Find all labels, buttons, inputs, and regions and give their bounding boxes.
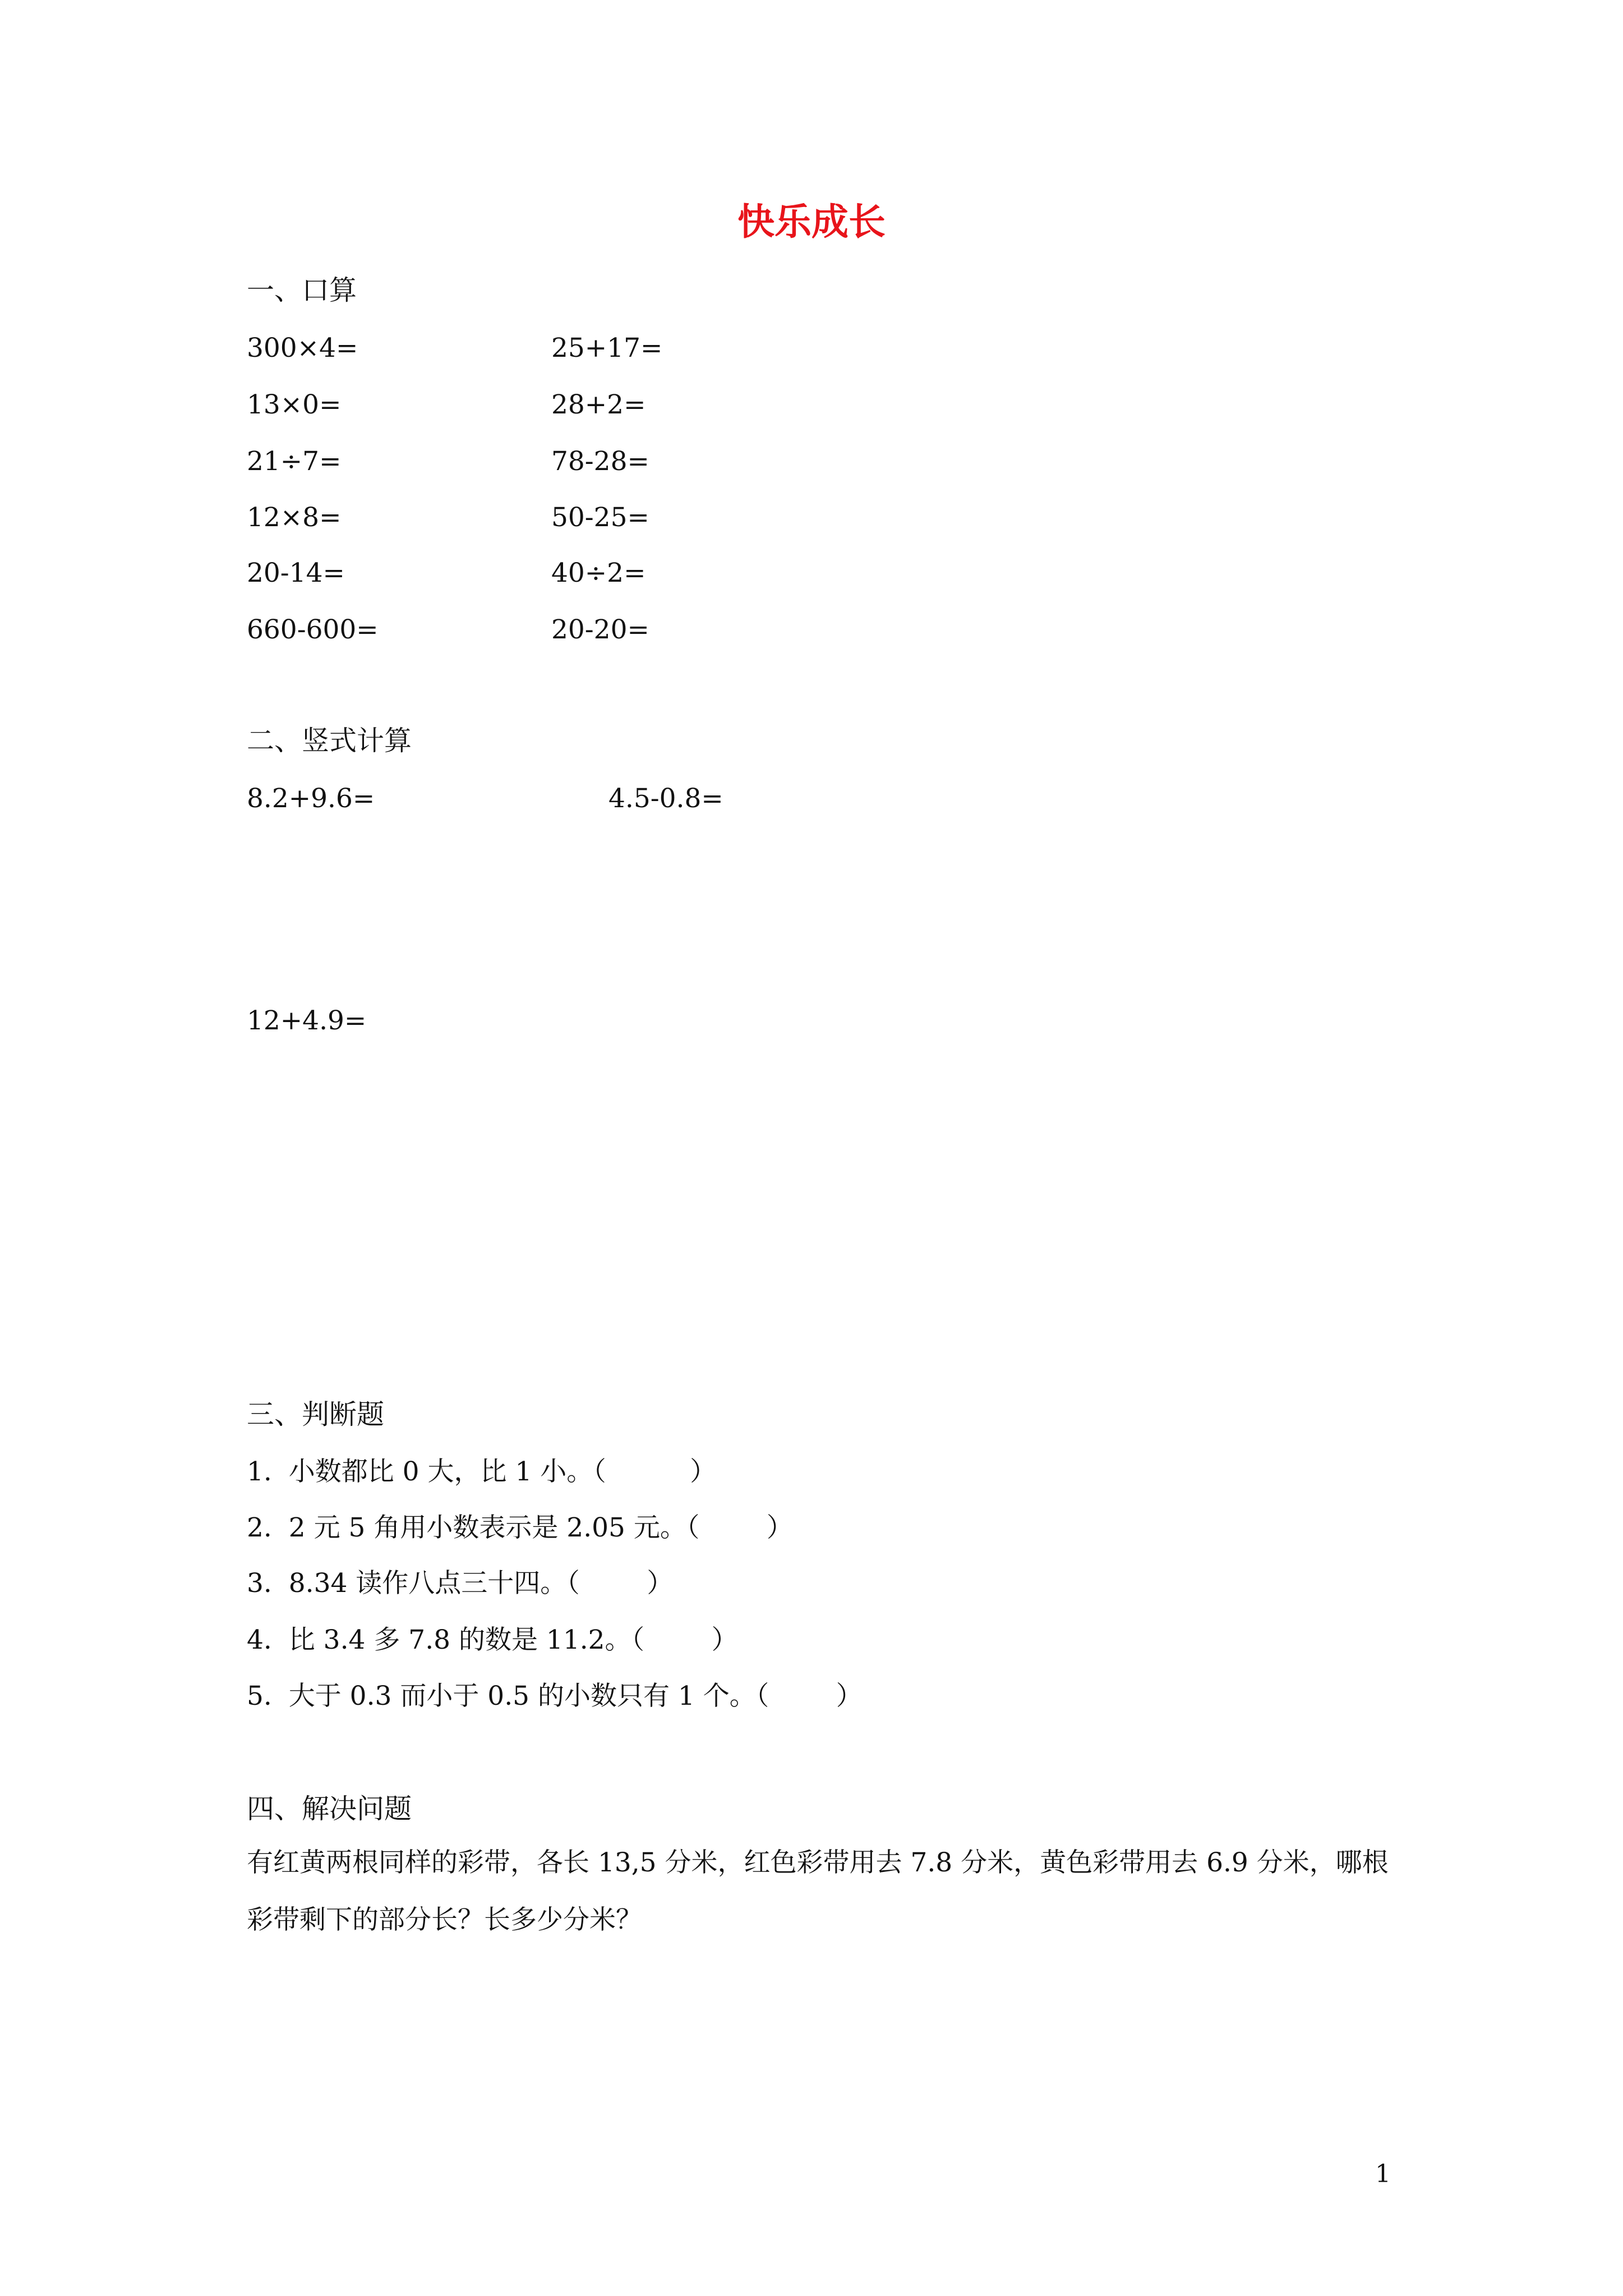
oral-problem: 20-20= bbox=[551, 614, 649, 645]
oral-problem: 660-600= bbox=[247, 614, 379, 645]
oral-problem: 40÷2= bbox=[551, 558, 646, 588]
judge-item: 1. 小数都比 0 大，比 1 小。（ ） bbox=[247, 1456, 717, 1487]
section-vertical-heading: 二、竖式计算 bbox=[247, 725, 412, 757]
section-judge-heading: 三、判断题 bbox=[247, 1398, 385, 1430]
oral-problem: 78-28= bbox=[551, 446, 649, 477]
oral-problem: 50-25= bbox=[551, 502, 649, 533]
vertical-problem: 4.5-0.8= bbox=[608, 783, 723, 814]
page-title: 快乐成长 bbox=[737, 200, 886, 243]
problem-text: 有红黄两根同样的彩带，各长 13,5 分米，红色彩带用去 7.8 分米，黄色彩带用去 6.9 分米，哪根彩带剩下的部分长？长多少分米？ bbox=[247, 1847, 1389, 1935]
oral-problem: 20-14= bbox=[247, 558, 345, 588]
section-problem-heading: 四、解决问题 bbox=[247, 1793, 412, 1825]
oral-problem: 28+2= bbox=[551, 389, 646, 420]
oral-problem: 25+17= bbox=[551, 333, 663, 364]
page-number: 1 bbox=[1375, 2160, 1391, 2188]
judge-item: 3. 8.34 读作八点三十四。（ ） bbox=[247, 1568, 674, 1599]
oral-problem: 13×0= bbox=[247, 389, 342, 420]
oral-problem: 21÷7= bbox=[247, 446, 342, 477]
vertical-problem: 12+4.9= bbox=[247, 1005, 367, 1036]
judge-item: 5. 大于 0.3 而小于 0.5 的小数只有 1 个。（ ） bbox=[247, 1681, 863, 1711]
judge-item: 2. 2 元 5 角用小数表示是 2.05 元。（ ） bbox=[247, 1512, 793, 1543]
oral-problem: 12×8= bbox=[247, 502, 342, 533]
vertical-problem: 8.2+9.6= bbox=[247, 783, 375, 814]
oral-problem: 300×4= bbox=[247, 333, 358, 364]
section-oral-heading: 一、口算 bbox=[247, 274, 357, 306]
judge-item: 4. 比 3.4 多 7.8 的数是 11.2。（ ） bbox=[247, 1625, 738, 1655]
